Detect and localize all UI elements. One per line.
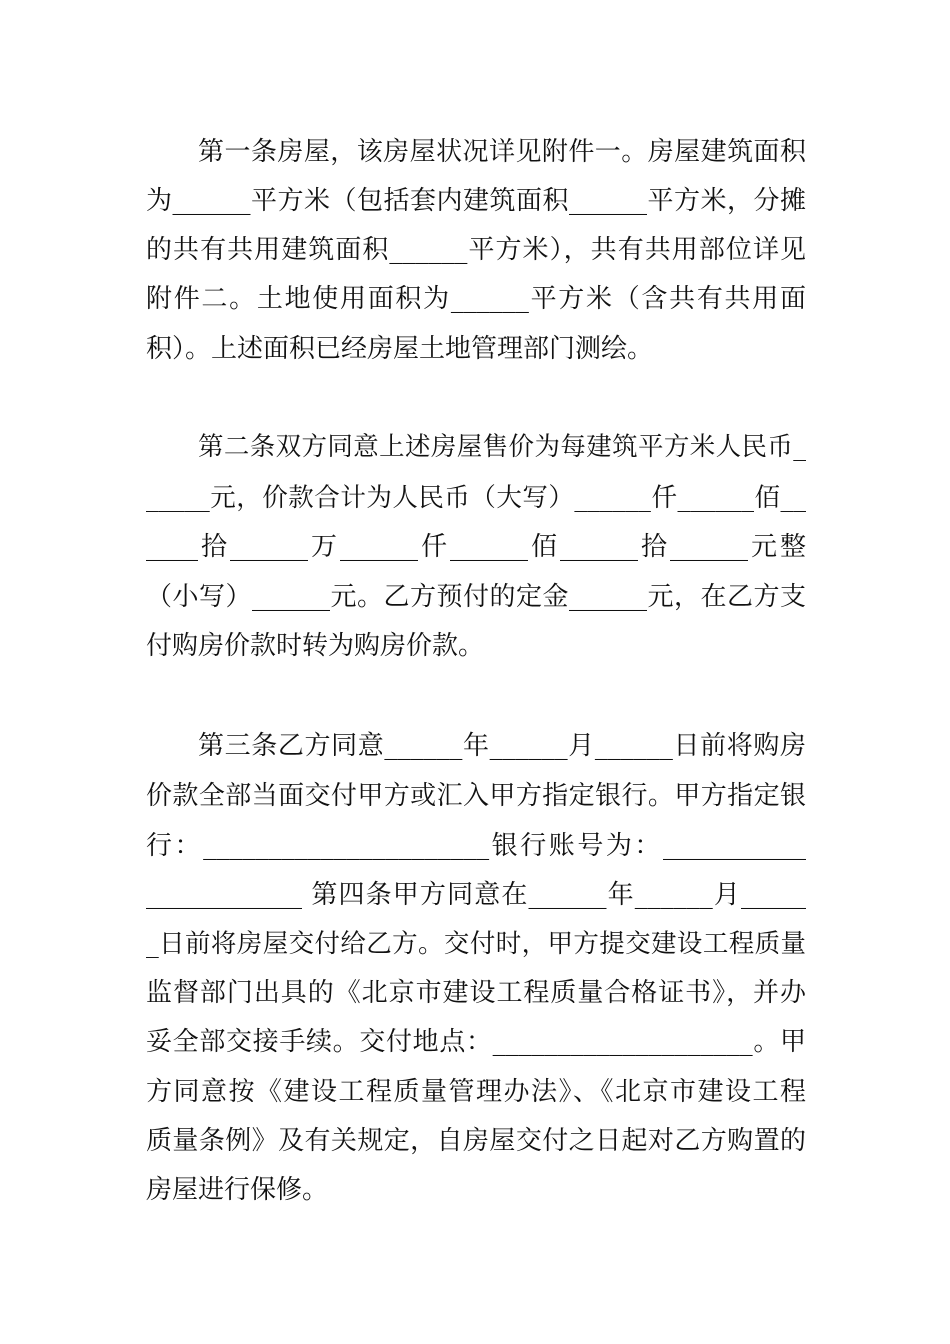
text-line: 附件二。土地使用面积为______平方米（含共有共用面 — [146, 284, 806, 314]
text-line: 第二条双方同意上述房屋售价为每建筑平方米人民币_ — [198, 432, 806, 462]
text-line: _日前将房屋交付给乙方。交付时，甲方提交建设工程质量 — [146, 929, 806, 959]
text-line: 方同意按《建设工程质量管理办法》、《北京市建设工程 — [146, 1077, 806, 1107]
text-line: 行：______________________银行账号为：___________ — [146, 831, 806, 861]
text-line: ____拾______万______仟______佰______拾______元整 — [146, 532, 806, 562]
text-line: 第一条房屋，该房屋状况详见附件一。房屋建筑面积 — [198, 137, 806, 167]
text-line: _____元，价款合计为人民币（大写）______仟______佰__ — [146, 483, 806, 513]
text-line: 妥全部交接手续。交付地点：____________________。甲 — [146, 1027, 806, 1057]
text-line: 房屋进行保修。 — [146, 1175, 329, 1205]
text-line: 的共有共用建筑面积______平方米），共有共用部位详见 — [146, 235, 806, 265]
text-line: （小写）______元。乙方预付的定金______元，在乙方支 — [146, 582, 806, 612]
text-line: 付购房价款时转为购房价款。 — [146, 631, 485, 661]
text-line: 积）。上述面积已经房屋土地管理部门测绘。 — [146, 334, 654, 364]
text-line: 第三条乙方同意______年______月______日前将购房 — [198, 731, 806, 761]
text-line: 监督部门出具的《北京市建设工程质量合格证书》，并办 — [146, 978, 806, 1008]
text-line: ____________ 第四条甲方同意在______年______月_____ — [146, 880, 806, 910]
text-line: 质量条例》及有关规定，自房屋交付之日起对乙方购置的 — [146, 1126, 806, 1156]
text-line: 为______平方米（包括套内建筑面积______平方米，分摊 — [146, 186, 806, 216]
text-line: 价款全部当面交付甲方或汇入甲方指定银行。甲方指定银 — [146, 781, 806, 811]
